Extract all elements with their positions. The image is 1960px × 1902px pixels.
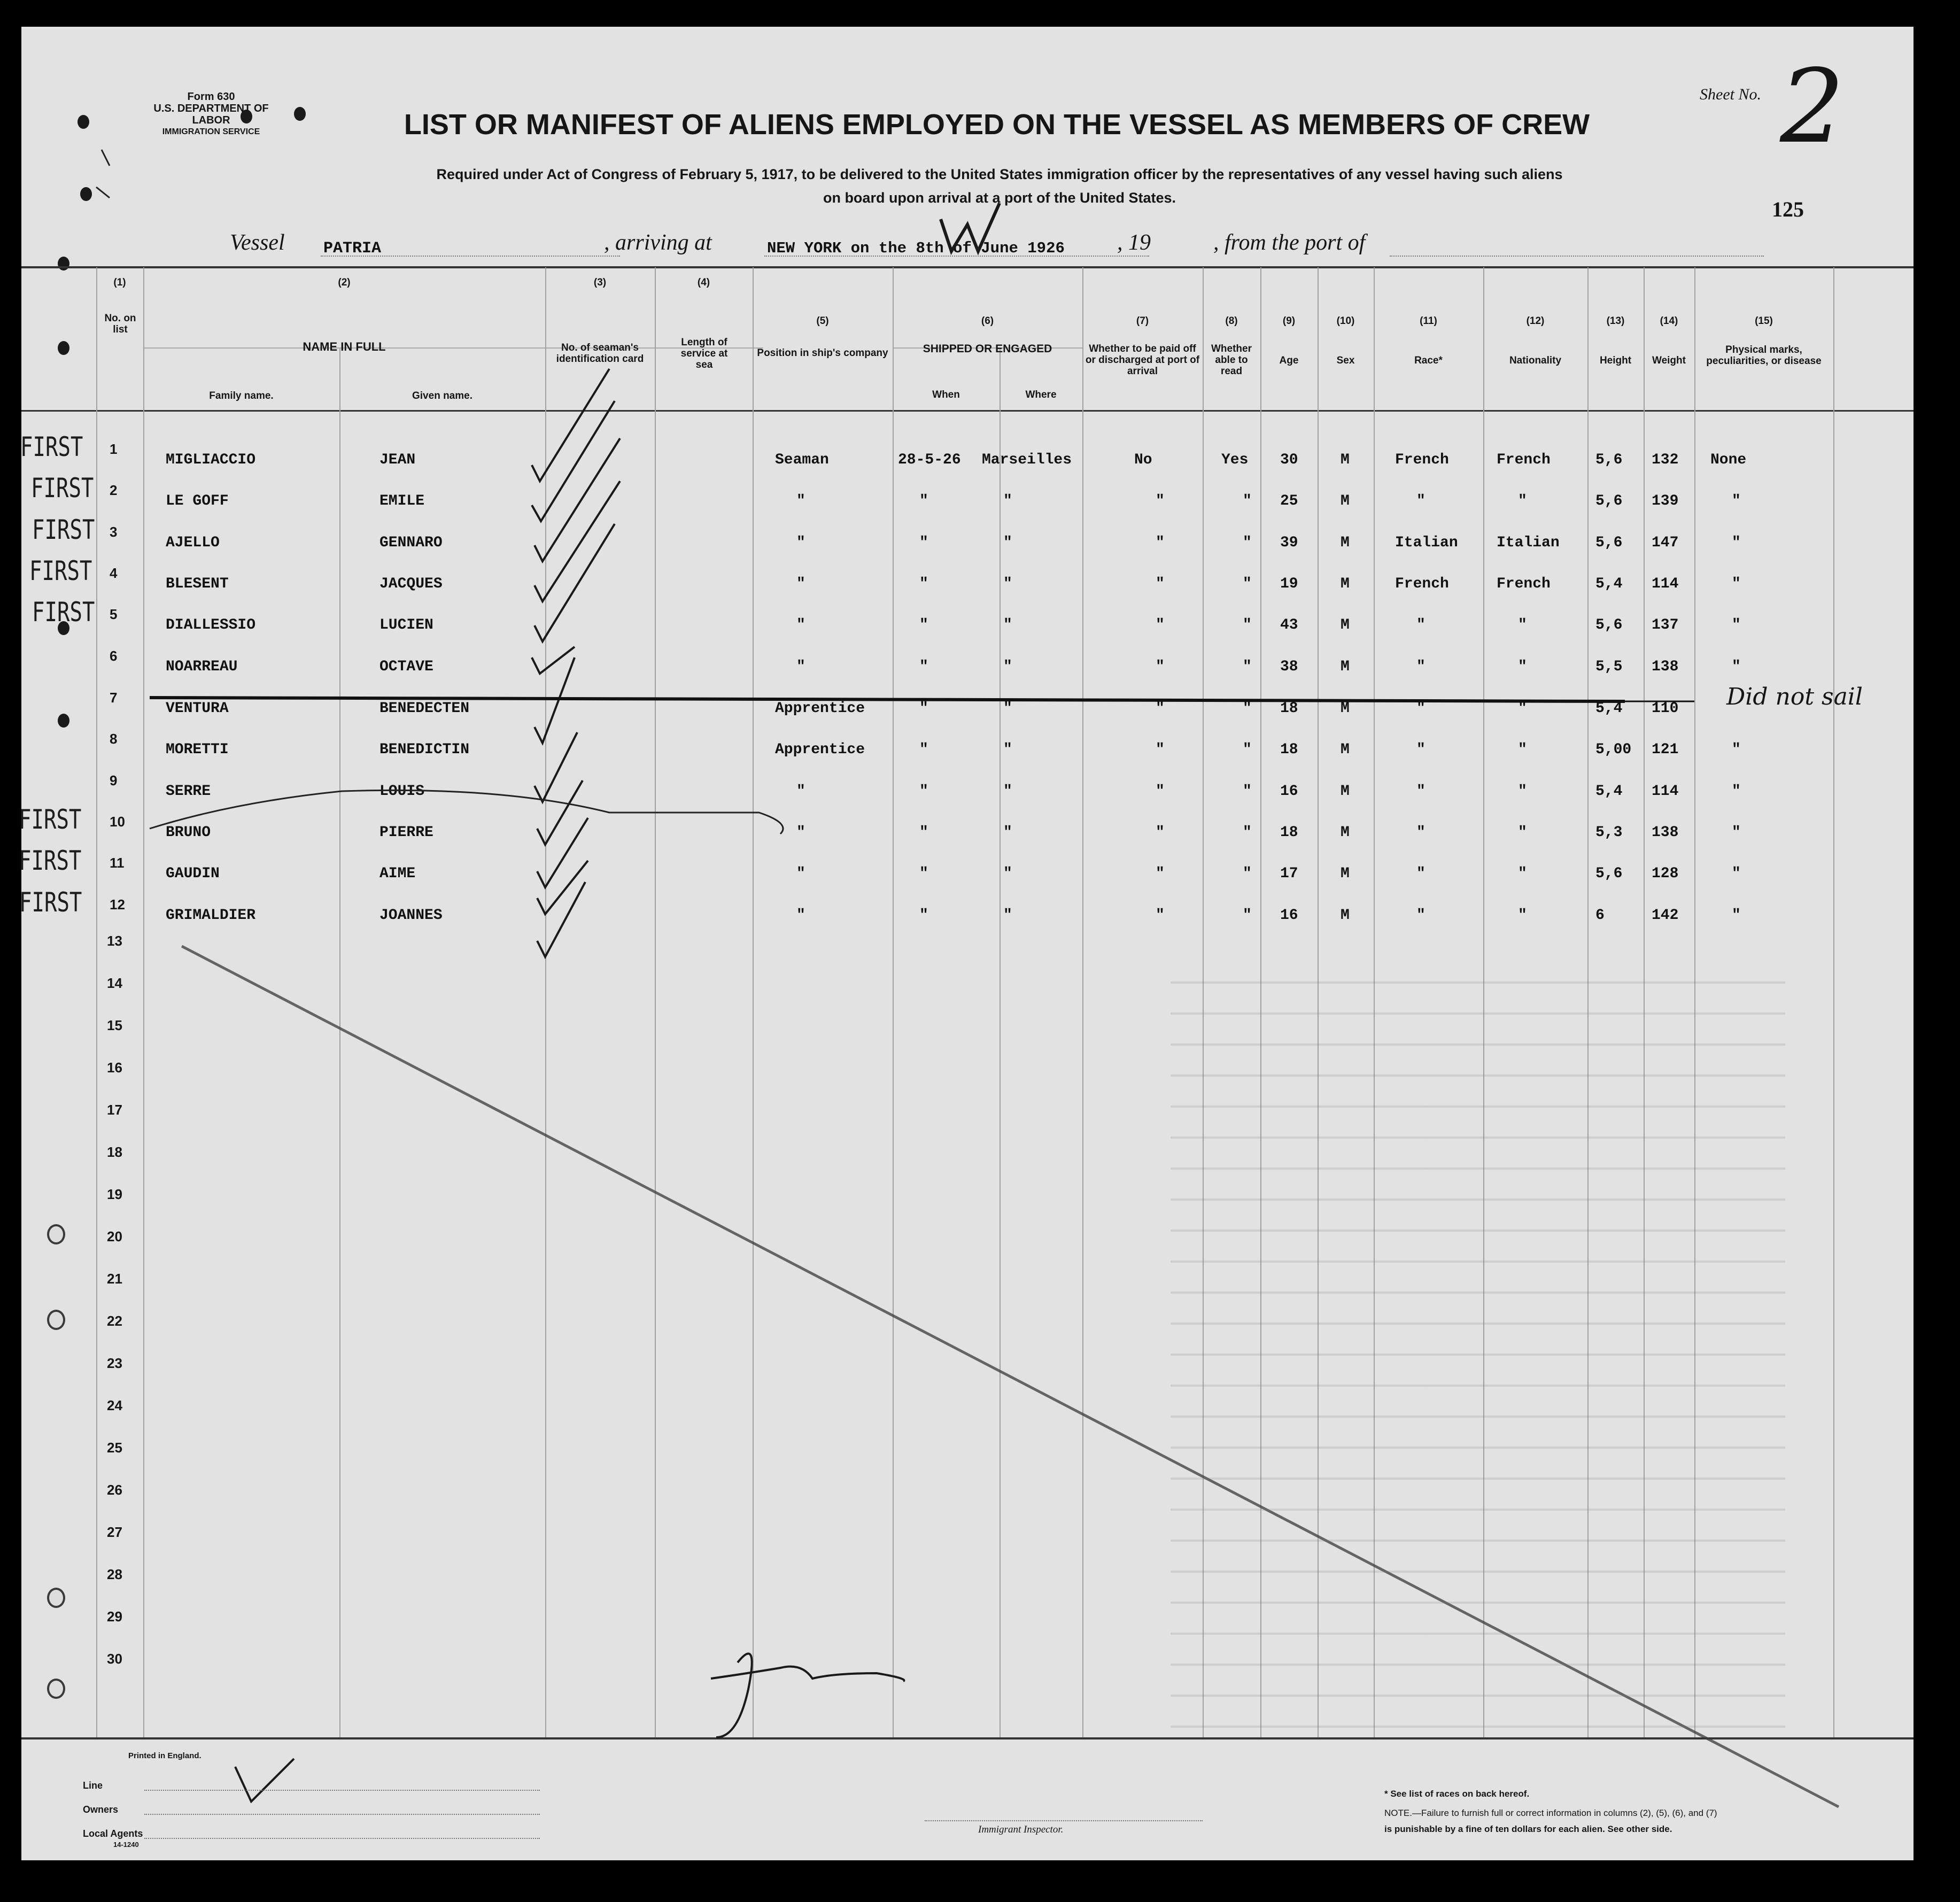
row-number: 24: [107, 1397, 122, 1413]
vessel-name: PATRIA: [323, 239, 382, 258]
cell-where: ": [1003, 824, 1012, 841]
form-number: Form 630: [187, 91, 235, 103]
cell-family-name: BLESENT: [166, 576, 229, 592]
col-number-1: (1): [113, 277, 126, 288]
cell-given-name: BENEDICTIN: [379, 741, 470, 758]
header-given-name: Given name.: [412, 390, 472, 401]
row-number: 27: [107, 1524, 122, 1540]
header-sex: Sex: [1336, 355, 1355, 366]
cell-when: ": [919, 700, 928, 717]
cell-height: 5,00: [1595, 741, 1632, 758]
row-number: 14: [107, 975, 122, 991]
cell-given-name: JEAN: [379, 452, 416, 468]
header-where: Where: [1025, 389, 1057, 400]
first-stamp: FIRST: [19, 887, 82, 918]
cell-where: ": [1003, 493, 1012, 509]
cell-where: ": [1003, 576, 1012, 592]
cell-race: ": [1416, 659, 1426, 675]
agents-rule: [144, 1838, 540, 1839]
first-stamp: FIRST: [19, 845, 82, 876]
header-nationality: Nationality: [1509, 355, 1562, 366]
cell-paid-off: ": [1156, 907, 1165, 924]
cell-able-read: ": [1243, 576, 1252, 592]
cell-able-read: ": [1243, 535, 1252, 551]
cell-where: ": [1003, 741, 1012, 758]
cell-nationality: ": [1518, 617, 1527, 633]
header-seaman-id: No. of seaman's identification card: [556, 342, 644, 365]
cell-paid-off: ": [1156, 865, 1165, 882]
cell-race: ": [1416, 824, 1426, 841]
cell-position: ": [796, 659, 805, 675]
from-port-label: , from the port of: [1213, 230, 1366, 255]
penalty-note-line-1: NOTE.—Failure to furnish full or correct information in columns (2), (5), (6), and (7): [1384, 1808, 1717, 1818]
arriving-label: , arriving at: [604, 230, 712, 255]
cell-able-read: ": [1243, 741, 1252, 758]
cell-position: ": [796, 865, 805, 882]
header-race: Race*: [1414, 355, 1443, 366]
cell-where: ": [1003, 783, 1012, 800]
cell-weight: 138: [1652, 824, 1679, 841]
cell-height: 5,4: [1595, 783, 1623, 800]
cell-sex: M: [1341, 535, 1350, 551]
sheet-number: 2: [1780, 48, 1845, 166]
cell-when: ": [919, 865, 928, 882]
row-number: 23: [107, 1355, 122, 1371]
cell-given-name: JOANNES: [379, 907, 443, 924]
cell-sex: M: [1341, 659, 1350, 675]
manifest-page: [21, 27, 1913, 1860]
year-label: , 19: [1117, 230, 1151, 255]
cell-where: ": [1003, 617, 1012, 633]
cell-given-name: BENEDECTEN: [379, 700, 470, 717]
row-number: 26: [107, 1482, 122, 1498]
cell-nationality: ": [1518, 741, 1527, 758]
cell-nationality: ": [1518, 824, 1527, 841]
cell-when: 28-5-26: [898, 452, 961, 468]
first-stamp: FIRST: [19, 804, 82, 835]
row-number: 10: [110, 814, 125, 830]
cell-age: 38: [1280, 659, 1298, 675]
cell-where: ": [1003, 907, 1012, 924]
cell-nationality: ": [1518, 659, 1527, 675]
cell-age: 25: [1280, 493, 1298, 509]
cell-height: 5,3: [1595, 824, 1623, 841]
cell-height: 5,6: [1595, 452, 1623, 468]
cell-able-read: ": [1243, 659, 1252, 675]
cell-where: ": [1003, 659, 1012, 675]
cell-when: ": [919, 576, 928, 592]
cell-weight: 142: [1652, 907, 1679, 924]
header-shipped-engaged: SHIPPED OR ENGAGED: [923, 343, 1052, 355]
first-stamp: FIRST: [32, 597, 95, 628]
col-number-13: (13): [1606, 315, 1625, 327]
line-label: Line: [83, 1780, 103, 1791]
service-name: IMMIGRATION SERVICE: [162, 127, 260, 136]
cell-paid-off: ": [1156, 493, 1165, 509]
cell-paid-off: ": [1156, 659, 1165, 675]
local-agents-label: Local Agents: [83, 1828, 143, 1839]
row-number: 19: [107, 1186, 122, 1202]
header-height: Height: [1599, 355, 1632, 366]
cell-nationality: ": [1518, 493, 1527, 509]
cell-physical-marks: ": [1732, 907, 1741, 924]
col-number-4: (4): [697, 277, 710, 288]
col-number-12: (12): [1526, 315, 1545, 327]
cell-race: French: [1395, 576, 1449, 592]
cell-given-name: GENNARO: [379, 535, 443, 551]
cell-paid-off: ": [1156, 700, 1165, 717]
cell-age: 16: [1280, 783, 1298, 800]
cell-height: 5,4: [1595, 700, 1623, 717]
cell-height: 5,6: [1595, 617, 1623, 633]
cell-weight: 132: [1652, 452, 1679, 468]
cell-physical-marks: ": [1732, 783, 1741, 800]
cell-age: 39: [1280, 535, 1298, 551]
cell-given-name: PIERRE: [379, 824, 433, 841]
row-number: 22: [107, 1313, 122, 1329]
cell-position: ": [796, 576, 805, 592]
cell-weight: 114: [1652, 576, 1679, 592]
cell-when: ": [919, 907, 928, 924]
cell-race: ": [1416, 865, 1426, 882]
cell-family-name: GAUDIN: [166, 865, 220, 882]
cell-position: Seaman: [775, 452, 829, 468]
cell-nationality: Italian: [1497, 535, 1560, 551]
cell-sex: M: [1341, 865, 1350, 882]
row-number: 16: [107, 1060, 122, 1076]
cell-weight: 128: [1652, 865, 1679, 882]
row-number: 3: [110, 524, 118, 540]
cell-given-name: LUCIEN: [379, 617, 433, 633]
did-not-sail-note: Did not sail: [1726, 683, 1863, 710]
document-title: LIST OR MANIFEST OF ALIENS EMPLOYED ON THE VESSEL AS MEMBERS OF CREW: [404, 109, 1590, 141]
row-number: 2: [110, 482, 118, 498]
cell-able-read: ": [1243, 783, 1252, 800]
cell-physical-marks: ": [1732, 535, 1741, 551]
col-number-6: (6): [981, 315, 994, 327]
owners-label: Owners: [83, 1804, 119, 1815]
form-code: 14-1240: [113, 1841, 139, 1849]
cell-family-name: AJELLO: [166, 535, 220, 551]
cell-when: ": [919, 783, 928, 800]
row-number: 5: [110, 606, 118, 622]
cell-family-name: BRUNO: [166, 824, 211, 841]
cell-height: 5,4: [1595, 576, 1623, 592]
col-number-8: (8): [1225, 315, 1238, 327]
col-number-9: (9): [1282, 315, 1296, 327]
vessel-label: Vessel: [230, 230, 285, 255]
cell-physical-marks: ": [1732, 865, 1741, 882]
first-stamp: FIRST: [32, 514, 95, 545]
col-number-14: (14): [1660, 315, 1678, 327]
cell-weight: 121: [1652, 741, 1679, 758]
col-number-7: (7): [1136, 315, 1149, 327]
cell-race: ": [1416, 741, 1426, 758]
cell-weight: 147: [1652, 535, 1679, 551]
cell-able-read: ": [1243, 907, 1252, 924]
cell-nationality: French: [1497, 576, 1551, 592]
owners-rule: [144, 1814, 540, 1815]
cell-able-read: ": [1243, 700, 1252, 717]
bleed-through-texture: [1171, 968, 1785, 1743]
row-number: 18: [107, 1144, 122, 1160]
cell-race: French: [1395, 452, 1449, 468]
printed-in: Printed in England.: [128, 1751, 202, 1760]
cell-age: 19: [1280, 576, 1298, 592]
cell-family-name: MORETTI: [166, 741, 229, 758]
cell-able-read: ": [1243, 617, 1252, 633]
first-stamp: FIRST: [20, 431, 83, 462]
cell-weight: 139: [1652, 493, 1679, 509]
cell-when: ": [919, 535, 928, 551]
cell-able-read: Yes: [1221, 452, 1249, 468]
cell-height: 6: [1595, 907, 1605, 924]
cell-age: 18: [1280, 700, 1298, 717]
cell-sex: M: [1341, 907, 1350, 924]
cell-sex: M: [1341, 700, 1350, 717]
header-physical-marks: Physical marks, peculiarities, or disease: [1706, 344, 1822, 367]
cell-nationality: ": [1518, 783, 1527, 800]
cell-age: 17: [1280, 865, 1298, 882]
cell-given-name: EMILE: [379, 493, 425, 509]
header-position: Position in ship's company: [757, 347, 888, 359]
cell-position: Apprentice: [775, 700, 865, 717]
row-number: 1: [110, 441, 118, 457]
cell-sex: M: [1341, 824, 1350, 841]
cell-nationality: ": [1518, 907, 1527, 924]
department-name: U.S. DEPARTMENT OF LABOR: [153, 103, 269, 126]
cell-family-name: LE GOFF: [166, 493, 229, 509]
header-no-on-list: No. on list: [104, 313, 136, 335]
cell-weight: 110: [1652, 700, 1679, 717]
cell-paid-off: ": [1156, 576, 1165, 592]
penalty-note-line-2: is punishable by a fine of ten dollars for each alien. See other side.: [1384, 1824, 1672, 1834]
row-number: 29: [107, 1609, 122, 1625]
cell-position: ": [796, 617, 805, 633]
row-number: 25: [107, 1440, 122, 1456]
cell-physical-marks: ": [1732, 659, 1741, 675]
first-stamp: FIRST: [29, 555, 92, 586]
sheet-label: Sheet No.: [1700, 86, 1761, 103]
header-length-service: Length of service at sea: [680, 337, 728, 370]
row-number: 17: [107, 1102, 122, 1118]
row-number: 15: [107, 1017, 122, 1033]
cell-weight: 138: [1652, 659, 1679, 675]
cell-paid-off: ": [1156, 535, 1165, 551]
cell-position: ": [796, 535, 805, 551]
cell-family-name: DIALLESSIO: [166, 617, 256, 633]
cell-given-name: AIME: [379, 865, 416, 882]
cell-race: ": [1416, 617, 1426, 633]
cell-where: ": [1003, 865, 1012, 882]
cell-family-name: NOARREAU: [166, 659, 238, 675]
cell-when: ": [919, 493, 928, 509]
header-family-name: Family name.: [209, 390, 274, 401]
cell-height: 5,6: [1595, 865, 1623, 882]
cell-where: ": [1003, 535, 1012, 551]
cell-nationality: ": [1518, 865, 1527, 882]
cell-when: ": [919, 741, 928, 758]
cell-when: ": [919, 659, 928, 675]
cell-physical-marks: ": [1732, 617, 1741, 633]
first-stamp: FIRST: [31, 473, 94, 504]
cell-height: 5,5: [1595, 659, 1623, 675]
cell-when: ": [919, 617, 928, 633]
cell-paid-off: ": [1156, 617, 1165, 633]
cell-physical-marks: ": [1732, 493, 1741, 509]
row-number: 9: [110, 772, 118, 788]
row-number: 11: [110, 855, 125, 871]
cell-weight: 114: [1652, 783, 1679, 800]
row-number: 20: [107, 1228, 122, 1244]
cell-age: 18: [1280, 741, 1298, 758]
arrival-details: NEW YORK on the 8th of June 1926: [767, 239, 1065, 257]
cell-paid-off: ": [1156, 824, 1165, 841]
cell-sex: M: [1341, 783, 1350, 800]
cell-given-name: JACQUES: [379, 576, 443, 592]
cell-family-name: GRIMALDIER: [166, 907, 256, 924]
cell-paid-off: ": [1156, 741, 1165, 758]
col-number-2: (2): [338, 277, 351, 288]
cell-where: ": [1003, 700, 1012, 717]
page-number: 125: [1772, 197, 1804, 221]
col-number-5: (5): [816, 315, 829, 327]
header-age: Age: [1279, 355, 1299, 366]
cell-weight: 137: [1652, 617, 1679, 633]
races-note: * See list of races on back hereof.: [1384, 1789, 1530, 1799]
cell-where: Marseilles: [982, 452, 1072, 468]
cell-race: ": [1416, 907, 1426, 924]
col-number-10: (10): [1336, 315, 1355, 327]
row-number: 7: [110, 690, 118, 706]
cell-physical-marks: ": [1732, 824, 1741, 841]
row-number: 12: [110, 896, 125, 913]
cell-age: 18: [1280, 824, 1298, 841]
col-number-3: (3): [593, 277, 607, 288]
cell-physical-marks: None: [1710, 452, 1747, 468]
cell-given-name: LOUIS: [379, 783, 425, 800]
cell-paid-off: No: [1134, 452, 1152, 468]
cell-when: ": [919, 824, 928, 841]
cell-able-read: ": [1243, 824, 1252, 841]
inspector-rule: [925, 1820, 1203, 1821]
row-number: 6: [110, 648, 118, 664]
cell-able-read: ": [1243, 865, 1252, 882]
cell-position: ": [796, 493, 805, 509]
cell-age: 30: [1280, 452, 1298, 468]
header-weight: Weight: [1652, 355, 1686, 366]
cell-able-read: ": [1243, 493, 1252, 509]
header-able-read: Whether able to read: [1211, 343, 1252, 377]
subtitle-line-2: on board upon arrival at a port of the United States.: [823, 190, 1176, 206]
row-number: 4: [110, 565, 118, 581]
cell-position: ": [796, 907, 805, 924]
col-number-15: (15): [1755, 315, 1773, 327]
header-paid-off: Whether to be paid off or discharged at port of arrival: [1085, 343, 1200, 377]
cell-position: Apprentice: [775, 741, 865, 758]
header-when: When: [932, 389, 960, 400]
cell-position: ": [796, 824, 805, 841]
subtitle-line-1: Required under Act of Congress of February 5, 1917, to be delivered to the United States immigration officer by the representatives of any vessel having such aliens: [436, 166, 1563, 182]
cell-family-name: SERRE: [166, 783, 211, 800]
cell-physical-marks: ": [1732, 576, 1741, 592]
cell-paid-off: ": [1156, 783, 1165, 800]
cell-sex: M: [1341, 741, 1350, 758]
row-number: 30: [107, 1651, 122, 1667]
inspector-label: Immigrant Inspector.: [978, 1824, 1064, 1835]
row-number: 8: [110, 731, 118, 747]
cell-nationality: ": [1518, 700, 1527, 717]
cell-physical-marks: ": [1732, 741, 1741, 758]
cell-age: 16: [1280, 907, 1298, 924]
cell-race: ": [1416, 700, 1426, 717]
cell-position: ": [796, 783, 805, 800]
cell-race: ": [1416, 493, 1426, 509]
row-number: 13: [107, 933, 122, 949]
cell-height: 5,6: [1595, 493, 1623, 509]
cell-nationality: French: [1497, 452, 1551, 468]
col-number-11: (11): [1420, 315, 1437, 327]
cell-race: ": [1416, 783, 1426, 800]
header-name-in-full: NAME IN FULL: [303, 340, 386, 353]
cell-sex: M: [1341, 576, 1350, 592]
cell-given-name: OCTAVE: [379, 659, 433, 675]
row-number: 28: [107, 1566, 122, 1582]
cell-race: Italian: [1395, 535, 1458, 551]
row-number: 21: [107, 1271, 122, 1287]
cell-family-name: VENTURA: [166, 700, 229, 717]
cell-sex: M: [1341, 452, 1350, 468]
cell-family-name: MIGLIACCIO: [166, 452, 256, 468]
line-rule: [144, 1790, 540, 1791]
cell-sex: M: [1341, 617, 1350, 633]
cell-sex: M: [1341, 493, 1350, 509]
cell-age: 43: [1280, 617, 1298, 633]
cell-height: 5,6: [1595, 535, 1623, 551]
